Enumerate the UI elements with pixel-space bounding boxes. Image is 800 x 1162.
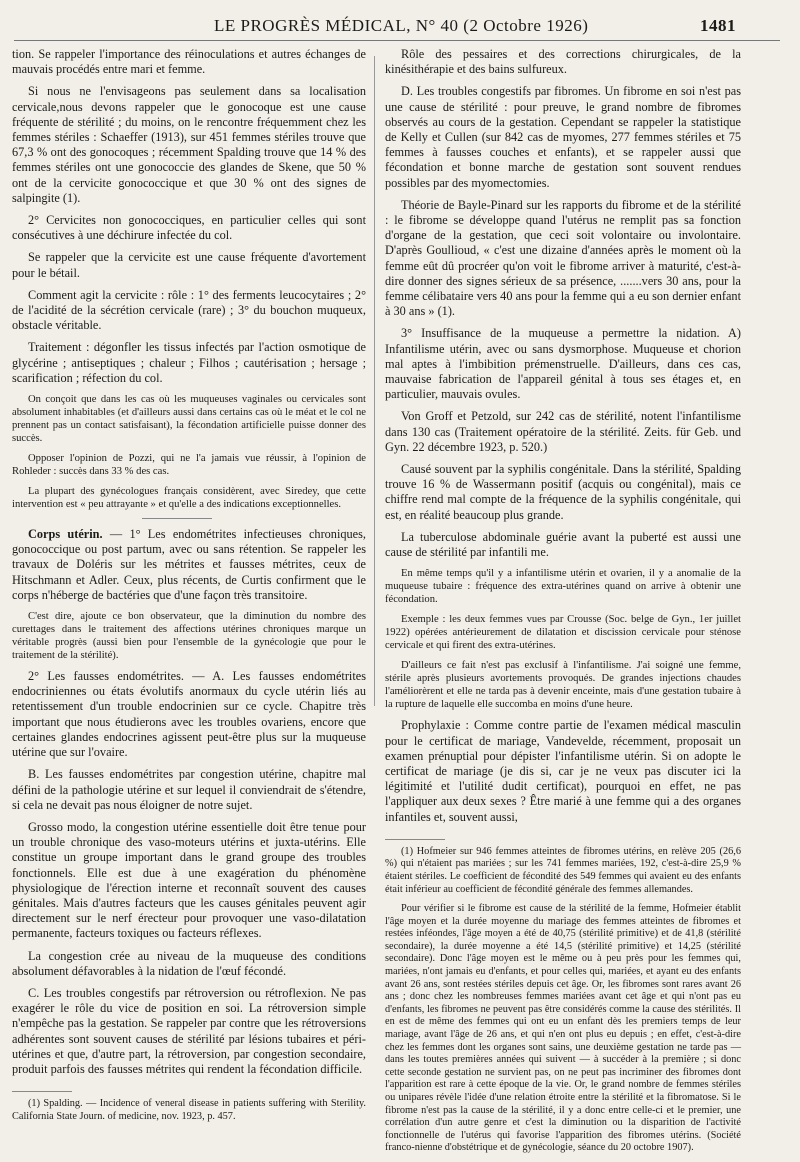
column-divider — [374, 56, 375, 706]
section-separator — [142, 518, 212, 519]
paragraph: Théorie de Bayle-Pinard sur les rapports du fibrome et de la stérilité : le fibrome se développe quand l'utérus ne remplit pas sa fonction d'organe de la gestation, que ceci soit volontaire ou involontaire. D'après Goullioud, « c'est une dizaine d'années après le moment où la femme eût dû procréer qu'on voit le fibrome arriver à maturité, c'est-à-dire donner des signes sérieux de sa présence, .......vers 30 ans, pour la femme célibataire vers 40 ans pour la femme qui a eu son dernier enfant à 30 ans » (1). — [385, 197, 741, 319]
running-header — [0, 14, 800, 42]
paragraph: Comment agit la cervicite : rôle : 1° des ferments leucocytaires ; 2° de l'acidité de la sécrétion cervicale (rare) ; 3° du bouchon muqueux, obstacle véritable. — [12, 287, 366, 333]
footnote-rule — [385, 839, 445, 840]
small-paragraph: C'est dire, ajoute ce bon observateur, que la diminution du nombre des curettages dans le traitement des affections utérines chroniques marque un véritable progrès (aussi bien pour l'ensemble de la gynécologie que pour le traitement de la stérilité). — [12, 611, 366, 662]
small-paragraph: On conçoit que dans les cas où les muqueuses vaginales ou cervicales sont absolument inhabitables (et d'ailleurs aussi dans certains cas où le méat et le col ne prennent pas un contact satisfaisant), la fécondation artificielle puisse donner des succès. — [12, 394, 366, 445]
paragraph: B. Les fausses endométrites par congestion utérine, chapitre mal défini de la pathologie utérine et sur lequel il conviendrait de s'étendre, si cela ne devait pas nous éloigner de notre sujet. — [12, 767, 366, 812]
footnote: (1) Spalding. — Incidence of veneral disease in patients suffering with Sterility. California State Journ. of medicine, nov. 1923, p. 457. — [12, 1098, 366, 1122]
small-paragraph: La plupart des gynécologues français considèrent, avec Siredey, que cette intervention est « peu attrayante » et qu'elle a des indications exceptionnelles. — [12, 486, 366, 511]
small-paragraph: Exemple : les deux femmes vues par Crousse (Soc. belge de Gyn., 1er juillet 1922) opérées antérieurement de dilatation et discission cervicale pour sténose cervicale et qui firent des extra-utérines. — [385, 614, 741, 652]
paragraph: Se rappeler que la cervicite est une cause fréquente d'avortement pour le bétail. — [12, 250, 366, 280]
right-column — [385, 47, 741, 1162]
paragraph: 2° Les fausses endométrites. — A. Les fausses endométrites endocriniennes ou états évolutifs anormaux du cycle utérin liés au retentissement d'un trouble endocrinien sur ce cycle. Chapitre très important que nous étudierons avec les troubles ovariens, encore que certaines glandes endocrines agissent peut-être plus sur la muqueuse utérine que sur l'ovaire. — [12, 669, 366, 760]
paragraph: 3° Insuffisance de la muqueuse a permettre la nidation. A) Infantilisme utérin, avec ou sans dysmorphose. Muqueuse et chorion mal aptes à l'imbibition prémenstruelle. D'ailleurs, dans ces cas, mauvaise fabrication de l'appareil génital à tous ses étages et, en particulier, mauvais ovules. — [385, 326, 741, 402]
paragraph: Grosso modo, la congestion utérine essentielle doit être tenue pour un trouble chronique des vaso-moteurs utérins et juxta-utérins. Elle constitue un groupe important dans le grand groupe des troubles fonctionnels. Elle est due à une exagération du phénomène physiologique de l'érection interne et reconnaît souvent des causes génitales. Mais d'autres facteurs que les causes génitales peuvent agir directement sur le nerf érecteur pour provoquer une vaso-dilatation permanente, facteurs toxiques ou facteurs réflexes. — [12, 819, 366, 941]
page-number: 1481 — [700, 16, 736, 35]
paragraph: tion. Se rappeler l'importance des réinoculations et autres échanges de mauvais procédés entre mari et femme. — [12, 47, 366, 77]
small-paragraph: D'ailleurs ce fait n'est pas exclusif à l'infantilisme. J'ai soigné une femme, stérile après plusieurs avortements provoqués. De grandes injections chaudes l'améliorèrent et elle ne tarda pas à devenir enceinte, mais d'une gestation tubaire à la rupture de laquelle elle succomba en moins d'une heure. — [385, 660, 741, 711]
footnote: (1) Hofmeier sur 946 femmes atteintes de fibromes utérins, en relève 205 (26,6 %) qui n'étaient pas mariées ; sur les 741 femmes mariées, 192, c'est-à-dire 25,9 % étaient stériles. Le coefficient de fécondité des 549 femmes qui avaient eu des enfants était inférieur au coefficient de fécondité générale des femmes allemandes. — [385, 845, 741, 895]
paragraph: Traitement : dégonfler les tissus infectés par l'action osmotique de glycérine ; antiseptiques ; chaleur ; Filhos ; cautérisation ; hersage ; scarification ; réfection du col. — [12, 340, 366, 385]
small-paragraph: Opposer l'opinion de Pozzi, qui ne l'a jamais vue réussir, à l'opinion de Rohleder : succès dans 33 % des cas. — [12, 453, 366, 478]
paragraph-text: — 1° Les endométrites infectieuses chroniques, gonococcique ou post partum, avec ou sans rétention. Se rappeler les travaux de Doléris sur les métrites et fausses métrites, ceux de Hitschmann et Adler. Ceux, plus récents, de Curtis confirment que le corps n'héberge de bactéries que d'une façon très transitoire. — [12, 527, 366, 602]
paragraph: La congestion crée au niveau de la muqueuse des conditions absolument défavorables à la nidation de l'œuf fécondé. — [12, 948, 366, 978]
paragraph: D. Les troubles congestifs par fibromes. Un fibrome en soi n'est pas une cause de stérilité : pour preuve, le grand nombre de fibromes observés au cours de la gestation. Cependant se rappeler la statistique de Kelly et Cullen (sur 842 cas de myomes, 277 femmes stériles et 75 femmes à fausses couches et enfants), et se rappeler aussi que fécondation et bonne marche de gestation sont souvent rendues possibles par des myomectomies. — [385, 84, 741, 190]
paragraph: Causé souvent par la syphilis congénitale. Dans la stérilité, Spalding trouve 16 % de Wassermann positif (acquis ou congénital), mais ce chiffre rend mal compte de la fréquence de la syphilis congénitale, qui est, en réalité beaucoup plus grande. — [385, 462, 741, 522]
paragraph: 2° Cervicites non gonococciques, en particulier celles qui sont consécutives à une déchirure infectée du col. — [12, 213, 366, 243]
paragraph-corps-uterin — [12, 527, 366, 603]
footnote: Pour vérifier si le fibrome est cause de la stérilité de la femme, Hofmeier établit l'âge moyen et la durée moyenne du mariage des femmes atteintes de fibromes et restées inféondes, l'âge moyen a été de 40,75 (stérilité primitive) et de 41,8 (stérilité secondaire), la durée moyenne a été 14,5 (stérilité primitive) et 14,25 (stérilité secondaire). Donc l'âge moyen est le même ou à peu près pour les femmes qui, mariées, n'ont jamais eu d'enfants, et pour celles qui, mariées, et ayant eu des enfants avant 26 ans, sont restées stériles depuis cet âge. Or, les fibromes sont rares avant 26 ans ; donc chez les nombreuses femmes mariées avant cet âge et qui n'ont pas eu d'enfants, les fibromes ne peuvent pas être considérés comme la cause des stérilités. Il en est de même des femmes qui ont eu un enfant dès les premiers temps de leur mariage, avant l'âge de 26 ans, et qui n'en ont plus eu depuis ; en effet, c'est-à-dire chez les femmes dont les organes sont sains, une deuxième gestation ne tarde pas — dans les toutes premières années qui suivent — à succéder à la première ; si donc cette seconde gestation ne survient pas, on ne peut pas incriminer des fibromes dont l'apparition est rare à cette époque de la vie. Or, le grand nombre de femmes stériles ou unipares révèle l'idée d'une relation étroite entre la stérilité et la fibromatose. Si le fibrome n'est pas la cause de la stérilité, il y a donc entre celle-ci et le premier, une corrélation d'un autre genre et c'est la diminution ou la disparition de l'activité fonctionnelle de l'utérus qui favorise l'apparition des fibromes utérins. (Société franco-nienne d'obstétrique et de gynécologie, séance du 20 octobre 1907). — [385, 903, 741, 1154]
paragraph: Von Groff et Petzold, sur 242 cas de stérilité, notent l'infantilisme dans 130 cas (Traitement opératoire de la stérilité. Zeits. für Geb. und Gyn. 22 décembre 1923, p. 520.) — [385, 409, 741, 454]
small-paragraph: En même temps qu'il y a infantilisme utérin et ovarien, il y a anomalie de la muqueuse tubaire : fréquence des extra-utérines quand on arrive à obtenir une fécondation. — [385, 568, 741, 606]
paragraph: La tuberculose abdominale guérie avant la puberté est aussi une cause de stérilité par infantili me. — [385, 529, 741, 560]
paragraph: Prophylaxie : Comme contre partie de l'examen médical masculin pour le certificat de mariage, Vandevelde, récemment, proposait un examen prénuptial pour dépister l'infantilisme utérin. Si on adopte le certificat de mariage (je dis si, car je ne veux pas discuter ici la légitimité et l'utilité dudit certificat), pourquoi en effet, ne pas l'appliquer aux deux sexes ? Être marié à une femme qui a des organes infantiles et, souvent aussi, — [385, 718, 741, 824]
journal-title: LE PROGRÈS MÉDICAL, N° 40 (2 Octobre 1926) — [214, 16, 589, 35]
header-rule — [14, 40, 780, 41]
paragraph: Si nous ne l'envisageons pas seulement dans sa localisation cervicale,nous devons rappeler que le gonocoque est une cause fréquente de stérilité ; du moins, on le rencontre fréquemment chez les femmes stériles : Schaeffer (1913), sur 451 femmes stériles trouve que 67,3 % ont des gonocoques ; récemment Spalding trouve que 14 % des femmes stériles ont une gonococcie des glandes de Skene, que 50 % ont de la cervicite gonococcique et que 30 % ont des signes de salpingite (1). — [12, 84, 366, 205]
paragraph: C. Les troubles congestifs par rétroversion ou rétroflexion. Ne pas exagérer le rôle du vice de position en soi. La rétroversion simple n'empêche pas la gestation. Se rappeler par contre que les rétroversions adhérentes sont souvent causes de stérilité par lésions tubaires et péri-utérines et que, d'autre part, la rétroversion, par congestion secondaire, produit parfois des fausses métrites qui rendent la fécondation difficile. — [12, 985, 366, 1076]
paragraph: Rôle des pessaires et des corrections chirurgicales, de la kinésithérapie et des bains sulfureux. — [385, 47, 741, 77]
left-column — [12, 47, 366, 1130]
footnote-rule — [12, 1091, 72, 1092]
section-heading: Corps utérin. — [28, 527, 103, 542]
